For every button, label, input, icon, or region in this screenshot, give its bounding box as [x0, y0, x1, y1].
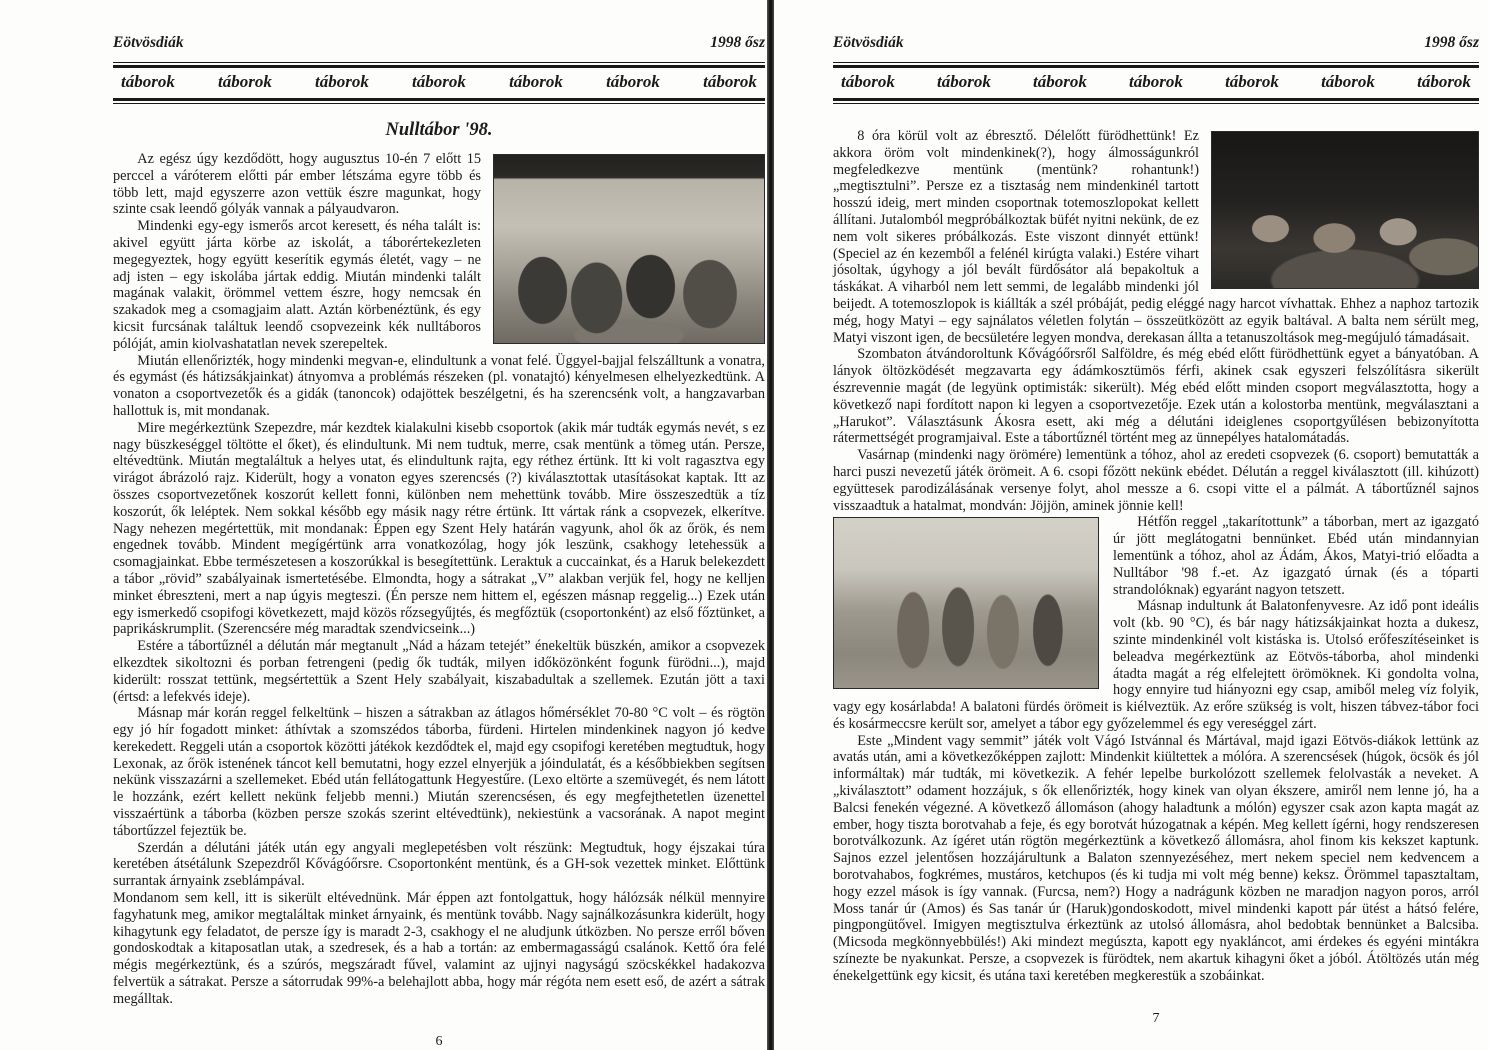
photo-students-at-station [493, 154, 765, 344]
paragraph: Hétfőn reggel „takarítottunk” a táborban, mert az igazgató úr jött meglátogatni bennünket. Ebéd után mindannyian lementünk a tóhoz, ahol az Ádám, Ákos, Matyi-trió előadta a Nulltábor '98 f.-et. Az igazgató úrnak (és a tóparti strandolóknak) egyaránt nagyon tetszett. [1113, 514, 1479, 598]
paragraph: Mindenki egy-egy ismerős arcot keresett, és néha talált is: akivel együtt járta körbe az iskolát, a táborértekezleten megegyeztek, hogy együtt keserítik egymás életét, vagy – ne adj isten – egy iskolába jártak eddig. Miután mindenki talált magának valakit, örömmel vettem észre, hogy nemcsak én szakadok meg a csomagjaim alatt. Aztán körbenéztünk, és egy kicsit furcsának találtuk leendő csopvezeink kék nulltáboros pólóját, amin kiolvashatatlan nevek szerepeltek. [113, 218, 481, 352]
masthead-title: Eötvösdiák [113, 34, 184, 51]
banner-word: táborok [1033, 72, 1087, 91]
banner-word: táborok [315, 72, 369, 91]
paragraph: Másnap már korán reggel felkeltünk – hiszen a sátrakban az átlagos hőmérséklet 70-80 °C volt – és rögtön egy jó hír fogadott minket: áthívtak a szomszédos táborba, fürdeni. Hirtelen mindenkinek nagyon jó kedve kerekedett. Reggeli után a csoportok közötti játékok kezdődtek el, majd egy csopifogi keretében megtudtuk, hogy Lexonak, az őrök istenének táncot kell bemutatni, hogy ezzel elnyerjük a jóindulatát, és a későbbiekben segítsen nekünk visszazárni a szellemeket. Ebéd után fellátogattunk Hegyestűre. (Lexo eltörte a szemüvegét, és nem látott le hozzánk, ezért kellett nekünk feljebb menni.) Miután szerencsésen, és egy megfejthetetlen üzenettel visszaértünk a táborba (közben persze szokás szerint eltévedtünk), nekiestünk a vacsorának. A napot megint tábortűzzel fejeztük be. [113, 705, 765, 839]
taborok-banner [113, 62, 765, 104]
banner-word: táborok [841, 72, 895, 91]
article-body [833, 128, 1479, 985]
banner-word: táborok [121, 72, 175, 91]
taborok-banner [833, 62, 1479, 104]
paragraph: Mire megérkeztünk Szepezdre, már kezdtek kialakulni kisebb csoportok (akik már tudták egymás nevét, s ez nagy büszkeséggel töltötte el őket), és elindultunk. Mi nem tudtuk, merre, csak mentünk a tömeg után. Persze, eltévedtünk. Miután megtaláltuk a helyes utat, és elindultunk rajta, egy réthez értünk. Itt ki volt ragasztva egy virágot ábrázoló rajz. Kiderült, hogy a vonaton egyes szerencsés (?) kiválasztottak utasításokat kaptak. Itt az összes csoportvezetőnek koszorút kellett fonni, különben nem mehettünk tovább. Mire összeszedtük a tíz koszorút, ők leléptek. Nem sokkal később egy másik nagy rétre értünk. Itt vártak ránk a csopvezek, elkerítve. Nagy nehezen megértettük, mit mondanak: Éppen egy Szent Hely határán vagyunk, ahol ők az őrök, és nem engednek tovább. Mindent megígértünk arra vonatkozólag, hogy jók leszünk, csakhogy letehessük a csomagjainkat. Ebbe természetesen a koszorúkkal is besegítettünk. Leraktuk a cuccainkat, és a Haruk belekezdett a tábor „rövid” szabályainak ismertetésébe. Elmondta, hogy a sátrakat „V” alakban verjük fel, hogy ne kelljen minket ébreszteni, mert a nap úgyis megteszi. (Én persze nem hittem el, egészen másnap reggelig...) Ezek után egy ismerkedő csopifogi következett, majd közös rőzsegyűjtés, és megfőztük (csoportonként) az első főztünket, a paprikáskrumplit. (Szerencsére még maradtak szendvicseink...) [113, 419, 765, 638]
photo-campers-at-lakeshore [833, 517, 1099, 689]
paragraph: 8 óra körül volt az ébresztő. Délelőtt fürödhettünk! Ez akkora öröm volt mindenkinek(?), hogy álmosságunkról megfeledkezve mentünk (mentünk? rohantunk!) „megtisztulni”. Persze ez a tisztaság nem mindenkinél tartott hosszú ideig, mert minden csoportnak totemoszlopokat kellett állítani. Jutalomból megpróbálkoztak büfét nyitni nekünk, de ez nem volt sikeres próbálkozás. Este viszont dinnyét ettünk! (Speciel az én kezemből a felénél kirúgta valaki.) Estére vihart jósoltak, úgyhogy a jól bevált fürdősátor alá bepakoltuk a táskákat. A viharból nem lett semmi, de legalább mindenki jól beijedt. A totemoszlopok is kiállták a szél próbáját, pedig eléggé nagy harcot vívhattak. Ehhez a naphoz tartozik még, hogy Matyi – egy sajnálatos véletlen folytán – összeütközött az egyik baltával. A balta nem sérült meg, Matyi viszont igen, de becsületére legyen mondva, derekasan állta a tetanuszoltások meg-megújuló támadásait. [833, 128, 1479, 346]
article-body [113, 151, 765, 1008]
page-6 [113, 0, 765, 1050]
issue-label: 1998 ősz [710, 34, 765, 51]
paragraph: Szerdán a délutáni játék után egy angyali meglepetésben volt részünk: Megtudtuk, hogy éjszakai túra keretében átsétálunk Szepezdről Kővágóőrsre. Csoportonként mentünk, és a GH-sok vezettek minket. Előttünk surrantak árnyaink zseblámpával. [113, 839, 765, 890]
page-number: 7 [1152, 1010, 1160, 1026]
banner-word: táborok [412, 72, 466, 91]
masthead-title: Eötvösdiák [833, 34, 904, 51]
issue-label: 1998 ősz [1424, 34, 1479, 51]
banner-word: táborok [937, 72, 991, 91]
page-number: 6 [435, 1033, 443, 1049]
article-title: Nulltábor '98. [385, 120, 493, 140]
paragraph: Az egész úgy kezdődött, hogy augusztus 10-én 7 előtt 15 perccel a váróterem előtti pár ember létszáma egyre több és több lett, majd egyszerre azon vettük észre magunkat, hogy szinte csak leendő gólyák vannak a pályaudvaron. [113, 151, 481, 218]
page-7 [833, 0, 1479, 1050]
paragraph: Estére a tábortűznél a délután már megtanult „Nád a házam tetejét” énekeltük büszkén, amikor a csopvezek elkezdtek sikoltozni és porban fetrengeni (pedig ők tudták, milyen időközönként fogunk fürödni...), majd kiderült: rosszat tettünk, megsértettük a Szent Hely szabályait, kiszabadultak a szellemek. Ezután jött a taxi (értsd: a lefekvés ideje). [113, 638, 765, 705]
paragraph: Másnap indultunk át Balatonfenyvesre. Az idő pont ideális volt (kb. 90 °C), és bár nagy hátizsákjainkat hozta a dukesz, szinte mindenkinél volt kistáska is. Utolsó erőfeszítéseinket is beleadva megérkeztünk az Eötvös-táborba, ahol mindenki átadta magát a rég elfelejtett örömöknek. Ki gondolta volna, hogy ennyire tud hiányozni egy csap, amiből meleg víz folyik, vagy egy kosárlabda! A balatoni fürdés örömeit is kiélveztük. Az erőre szükség is volt, hiszen tábvez-tábor foci és kosármeccsre került sor, amelyet a tábor egy győzelemmel és egy vereséggel zárt. [833, 598, 1479, 732]
paragraph: Mondanom sem kell, itt is sikerült eltévednünk. Már éppen azt fontolgattuk, hogy hálózsák nélkül mennyire fagyhatunk meg, amikor megtaláltak minket árnyaink, és mentünk tovább. Nagy sajnálkozásunkra kiderült, hogy kihagytunk egy feladatot, de persze így is maradt 2-3, csakhogy el ne aludjunk útközben. No persze erről bőven gondoskodtak a kitaposatlan utak, a szedresek, és a hab a tortán: az embermagasságú csalánok. Kettő óra felé mégis megérkeztünk, és a szúrós, megszáradt fűvel, valamint az ujjnyi nagyságú szöcskékkel hadakozva felvertük a sátrakat. Persze a sátorrudak 99%-a belehajlott abba, hogy már régóta nem esett eső, de azért a sátrak megálltak. [113, 890, 765, 1007]
photo-camp-night-gathering [1211, 131, 1479, 289]
banner-word: táborok [1225, 72, 1279, 91]
page-fold-divider [767, 0, 774, 1050]
banner-word: táborok [1417, 72, 1471, 91]
banner-word: táborok [606, 72, 660, 91]
banner-word: táborok [1129, 72, 1183, 91]
paragraph: Miután ellenőrizték, hogy mindenki megvan-e, elindultunk a vonat felé. Üggyel-bajjal felszálltunk a vonatra, és egymást (és hátizsákjainkat) átnyomva a problémás részeken (pl. vonatajtó) kényelmesen elhelyezkedtünk. A vonaton a csoportvezetők és a gidák (tanoncok) odajöttek beszélgetni, és ha szerencsénk volt, a hangzavarban hallottuk is, mit mondanak. [113, 352, 765, 419]
page-header [113, 34, 765, 52]
banner-word: táborok [703, 72, 757, 91]
paragraph: Vasárnap (mindenki nagy örömére) lementünk a tóhoz, ahol az eredeti csopvezek (6. csoport) bemutatták a harci puszi nevezetű játék örömeit. A 6. csopi főzött nekünk ebédet. Délután a reggel kiválasztott (ill. kihúzott) együttesek parodizálásának versenye folyt, ahol messze a 6. csopi vitte el a pálmát. A tábortűznél sajnos visszaadtuk a hatalmat, mondván: Jöjjön, aminek jönnie kell! [833, 447, 1479, 514]
page-header [833, 34, 1479, 52]
banner-word: táborok [218, 72, 272, 91]
paragraph: Este „Mindent vagy semmit” játék volt Vágó Istvánnal és Mártával, majd igazi Eötvös-diákok lettünk az avatás után, ami a következőképpen zajlott: Mindenkit kiültettek a mólóra. A szerencsések (húgok, öcsök és jól informáltak) már tudták, mi következik. A fehér lepelbe burkolózott szellemek felolvasták a neveket. A „kiválasztott” odament hozzájuk, s ők ellenőrizték, hogy kinek van olyan ékszere, amiről nem lenne jó, ha a Balcsi fenekén végezné. A következő állomáson (ahogy haladtunk a mólón) egyszer csak azon kapta magát az ember, hogy tiszta borotvahab a feje, és egy borotvát húzogatnak a képén. Meg kellett ígérni, hogy rendszeresen borotválkozunk. Az ígéret után rögtön megérkeztünk a következő állomásra, ahol finom kis kekszet kaptunk. Sajnos ezzel jelentősen hozzájárultunk a Balaton szennyezéséhez, mert nekem speciel nem kedvencem a borotvahabos, fogkrémes, mustáros, ketchupos (és ki tudja mi volt még benne) keksz. Örömmel tapasztaltam, hogy ezzel mások is így vannak. (Furcsa, nem?) Hogy a nadrágunk közben ne maradjon nagyon poros, arról Moss tanár úr (Amos) és Sas tanár úr (Haruk)gondoskodott, mivel mindenki kapott pár ütést a hátsó felére, pingpongütővel. Imigyen megtisztulva érkeztünk az utolsó állomásra, ahol bedobtak bennünket a Balcsiba. (Micsoda megkönnyebbülés!) Aki mindezt megúszta, kapott egy nyakláncot, ami érdekes és egyéni mintákra színezte be nyakunkat. Persze, a csopvezek is fürödtek, nem akartuk kihagyni őket a jóból. Átöltözés után még énekelgettünk egy kicsit, és utána taxi keretében megkerestük a szobáinkat. [833, 732, 1479, 984]
paragraph: Szombaton átvándoroltunk Kővágóőrsről Salföldre, és még ebéd előtt fürödhettünk egyet a bányatóban. A lányok öltözködését megzavarta egy ádámkosztümös férfi, akinek csak egyszeri felszólításra sikerült észrevennie magát (de legyünk optimisták: sikerült). Még ebéd előtt minden csoport megválasztotta, hogy a következő napi fordított napon ki legyen a csoportvezetője. Ezek után a kolostorba mentünk, megválasztani a „Harukot”. Választásunk Ákosra esett, aki még a délutáni ideiglenes csoportgyűlésen bebizonyította rátermettségét programjaival. Este a tábortűznél történt meg az ünnepélyes hatalomátadás. [833, 346, 1479, 447]
banner-word: táborok [509, 72, 563, 91]
banner-word: táborok [1321, 72, 1375, 91]
